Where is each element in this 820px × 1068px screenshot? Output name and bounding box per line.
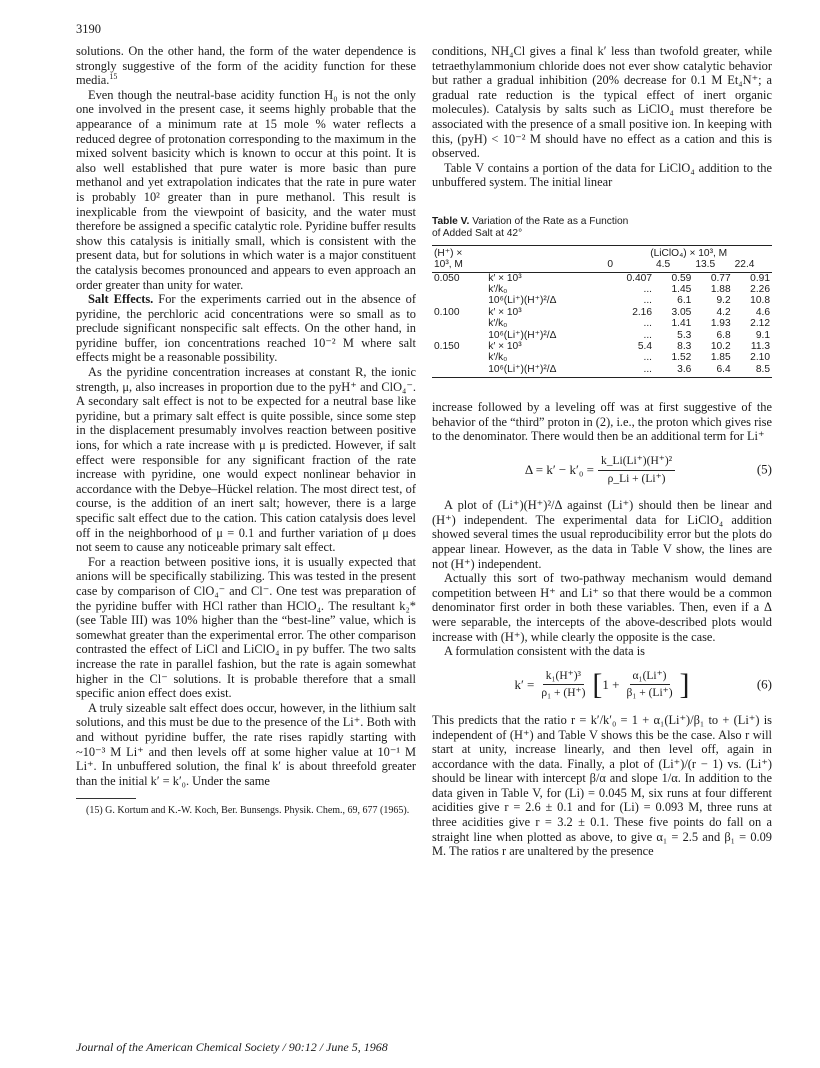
cell-value: 1.88 bbox=[710, 283, 731, 295]
table-row bbox=[432, 272, 772, 284]
cell-value: ... bbox=[643, 318, 653, 330]
cell-value: ... bbox=[643, 283, 653, 295]
table-v bbox=[432, 216, 772, 378]
equation-number: (5) bbox=[756, 461, 772, 477]
fraction-numerator: α₁(Li⁺) bbox=[630, 669, 670, 686]
table-row bbox=[432, 307, 772, 318]
fraction-denominator: β₁ + (Li⁺) bbox=[626, 687, 673, 700]
cell-value: 6.4 bbox=[693, 364, 732, 378]
cell-value: 2.26 bbox=[750, 283, 770, 295]
paragraph bbox=[76, 292, 416, 365]
column-header-quantity bbox=[486, 259, 605, 272]
cell-value: 2.12 bbox=[750, 318, 770, 330]
fraction-denominator: ρ₁ + (H⁺) bbox=[541, 687, 586, 700]
cell-h-concentration bbox=[432, 352, 486, 363]
paragraph: For a reaction between positive ions, it is usually expected that anions will be specifically stabilizing. This was tested in the present case by comparison of ClO₄⁻ and Cl⁻. One test was preparation of the pyridine buffer with HCl rather than HClO₄. The resultant k₂* (see Table III) was 10% higher than the “best-line” value, which is somewhat greater than the experimental error. The other comparison contrasted the effect of LiCl and LiClO₄ in py buffer. The two salts increase the rate in parallel fashion, but the rate is again somewhat higher in the Cl⁻ solutions. It is probable therefore that a small specific anion effect does exist. bbox=[76, 554, 416, 701]
equation-fraction bbox=[624, 669, 676, 701]
section-heading: Salt Effects. bbox=[88, 292, 154, 307]
cell-value: 1.52 bbox=[671, 352, 692, 364]
cell-value: 3.05 bbox=[671, 306, 692, 318]
cell-value: 8.3 bbox=[677, 341, 692, 352]
right-bracket: ] bbox=[679, 667, 690, 701]
cell-value: 9.1 bbox=[755, 329, 770, 341]
equation-fraction bbox=[598, 454, 675, 486]
data-table bbox=[432, 245, 772, 378]
cell-value: 0.77 bbox=[710, 272, 731, 284]
footnote-divider bbox=[76, 798, 136, 799]
journal-footer: Journal of the American Chemical Society / 90:12 / June 5, 1968 bbox=[76, 1040, 388, 1054]
cell-quantity: k′ × 10³ bbox=[488, 272, 522, 284]
cell-quantity: 10⁶(Li⁺)(H⁺)²/Δ bbox=[488, 295, 557, 307]
cell-value: 4.6 bbox=[755, 306, 770, 318]
cell-quantity: k′ × 10³ bbox=[488, 341, 522, 352]
equation-5 bbox=[432, 454, 772, 486]
cell-value: 1.93 bbox=[710, 318, 731, 330]
cell-value: 1.45 bbox=[671, 283, 692, 295]
cell-h-concentration bbox=[432, 318, 486, 329]
table-row bbox=[432, 341, 772, 352]
footnote: (15) G. Kortum and K.-W. Koch, Ber. Bunsengs. Physik. Chem., 69, 677 (1965). bbox=[86, 805, 410, 817]
paragraph: increase followed by a leveling off was at first suggestive of the behavior of the “third” proton in (2), i.e., the proton which gives rise to the denominator. There would then be an additional term for Li⁺ bbox=[432, 400, 772, 444]
cell-h-concentration bbox=[432, 284, 486, 295]
cell-h-concentration bbox=[432, 295, 486, 306]
paragraph: Actually this sort of two-pathway mechanism would demand competition between H⁺ and Li⁺ so that there would be a common denominator first order in both these variables. Then, even if a Δ were separable, the intercepts of the above-described plots would increase with (H⁺), while clearly the opposite is the case. bbox=[432, 571, 772, 644]
table-row bbox=[432, 364, 772, 378]
table-row bbox=[432, 318, 772, 329]
cell-value: 1.41 bbox=[671, 318, 692, 330]
paragraph-text: solutions. On the other hand, the form of the water dependence is strongly suggestive of the form of the acidity function for these media. bbox=[76, 44, 416, 88]
equation-number: (6) bbox=[756, 676, 772, 692]
cell-h-concentration: 0.150 bbox=[434, 341, 460, 352]
fraction-numerator: k_Li(Li⁺)(H⁺)² bbox=[598, 454, 675, 471]
right-column bbox=[432, 44, 772, 859]
table-caption bbox=[432, 216, 772, 241]
cell-quantity: k′/k₀ bbox=[488, 283, 508, 295]
column-header-h-units: 10³, M bbox=[432, 259, 486, 272]
cell-value: 9.2 bbox=[716, 295, 731, 307]
cell-value: ... bbox=[643, 329, 653, 341]
left-bracket: [ bbox=[592, 667, 603, 701]
cell-quantity: k′/k₀ bbox=[488, 352, 508, 364]
cell-value: 6.1 bbox=[677, 295, 692, 307]
cell-value: ... bbox=[643, 295, 653, 307]
paragraph bbox=[76, 44, 416, 88]
fraction-numerator: k₁(H⁺)³ bbox=[543, 669, 584, 686]
column-header-quantity bbox=[486, 245, 605, 259]
paragraph: A plot of (Li⁺)(H⁺)²/Δ against (Li⁺) should then be linear and (H⁺) independent. The experimental data for LiClO₄ addition showed several times the usual reproducibility error but the plots do appear linear. However, as the data in Table V show, the lines are not (H⁺) independent. bbox=[432, 498, 772, 571]
equation-fraction bbox=[538, 669, 588, 701]
cell-value: 10.8 bbox=[750, 295, 770, 307]
equation-lhs: k′ = bbox=[514, 676, 535, 692]
paragraph: As the pyridine concentration increases at constant R, the ionic strength, μ, also increases in proportion due to the pyH⁺ and ClO₄⁻. A secondary salt effect is not to be expected for a neutral base like pyridine, but a primary salt effect is quite possible, since some step in the displacement presumably involves reaction between positive ions, for which a rate increase with μ is predicted. However, if salt effect were responsible for any significant fraction of the rate increase with pyridine, one would expect nonlinear behavior in accordance with the Debye–Hückel relation. The most direct test, of course, is the addition of an inert salt; however, there is a large specific salt effect due to the cation. This cation catalysis does level off in the neighborhood of μ = 0.1 and further variation of μ does not seem to cause any noticeable primary salt effect. bbox=[76, 365, 416, 555]
paragraph: A truly sizeable salt effect does occur, however, in the lithium salt solutions, and this must be due to the presence of the Li⁺. Both with and without pyridine buffer, the rate rises rapidly starting with ~10⁻³ M Li⁺ and then levels off at some higher value at 10⁻¹ M Li⁺. In unbuffered solution, the final k′ is about threefold greater than the initial k′ = k′₀. Under the same bbox=[76, 700, 416, 788]
left-column bbox=[76, 44, 416, 817]
cell-h-concentration bbox=[432, 330, 486, 341]
cell-quantity: k′/k₀ bbox=[488, 318, 508, 330]
table-caption-text: Variation of the Rate as a Function bbox=[472, 215, 629, 227]
cell-value: 10.2 bbox=[710, 341, 731, 352]
cell-value: ... bbox=[643, 352, 653, 364]
cell-value: 2.10 bbox=[750, 352, 770, 364]
table-caption-label: Table V. bbox=[432, 215, 470, 227]
cell-value: 5.3 bbox=[677, 329, 692, 341]
column-header: 22.4 bbox=[733, 259, 772, 272]
column-header-h: (H⁺) × bbox=[432, 245, 486, 259]
equation-6 bbox=[432, 669, 772, 701]
cell-value: 11.3 bbox=[750, 341, 770, 352]
column-header: 0 bbox=[605, 259, 654, 272]
table-row bbox=[432, 330, 772, 341]
cell-value: 1.85 bbox=[710, 352, 731, 364]
paragraph: A formulation consistent with the data is bbox=[444, 644, 645, 659]
column-header: 4.5 bbox=[654, 259, 693, 272]
fraction-denominator: ρ_Li + (Li⁺) bbox=[607, 472, 666, 485]
cell-h-concentration bbox=[432, 364, 486, 378]
page-number: 3190 bbox=[76, 22, 101, 36]
reference-marker: 15 bbox=[109, 72, 118, 82]
table-row bbox=[432, 295, 772, 306]
cell-h-concentration: 0.100 bbox=[434, 306, 460, 318]
table-caption-text: of Added Salt at 42° bbox=[432, 228, 523, 240]
equation-term: 1 + bbox=[602, 676, 620, 692]
cell-value: 8.5 bbox=[733, 364, 772, 378]
column-group-header: (LiClO₄) × 10³, M bbox=[605, 245, 772, 259]
column-header: 13.5 bbox=[693, 259, 732, 272]
paragraph: Table V contains a portion of the data for LiClO₄ addition to the unbuffered system. The initial linear bbox=[432, 160, 772, 190]
equation-lhs: Δ = k′ − k′₀ = bbox=[524, 461, 594, 477]
table-row bbox=[432, 352, 772, 363]
cell-value: 3.6 bbox=[654, 364, 693, 378]
paragraph-text: For the experiments carried out in the absence of pyridine, the perchloric acid concentrations were so small as to preclude significant nonspecific salt effects. On the other hand, in pyridine buffer, ion concentrations reached 10⁻² M where salt effects might be a reasonable possibility. bbox=[76, 292, 416, 365]
cell-quantity: 10⁶(Li⁺)(H⁺)²/Δ bbox=[486, 364, 605, 378]
cell-value: 2.16 bbox=[632, 306, 653, 318]
table-row bbox=[432, 284, 772, 295]
table-body bbox=[432, 272, 772, 378]
cell-value: 5.4 bbox=[637, 341, 653, 352]
cell-h-concentration: 0.050 bbox=[434, 272, 460, 284]
cell-value: 0.59 bbox=[671, 272, 692, 284]
cell-quantity: k′ × 10³ bbox=[488, 306, 522, 318]
cell-value: 6.8 bbox=[716, 329, 731, 341]
cell-quantity: 10⁶(Li⁺)(H⁺)²/Δ bbox=[488, 329, 557, 341]
paragraph: conditions, NH₄Cl gives a final k′ less than twofold greater, while tetraethylammonium chloride does not ever show catalytic behavior but rather a gradual inhibition (20% decrease for 0.1 M Et₄N⁺; a gradual rate reduction is the typical effect of inert organic molecules). Catalysis by salts such as LiClO₄ must therefore be associated with the presence of a small positive ion. In keeping with this, (pyH) < 10⁻² M should have no effect as a cation and this is observed. bbox=[432, 44, 772, 161]
paragraph: Even though the neutral-base acidity function H₀ is not the only one involved in the present case, it seems highly probable that the appearance of a minimum rate at 15 mole % water reflects a reduced degree of protonation corresponding to the maximum in the mixed solvent basicity which is known to occur at this point. It is also well established that pure water is more basic than pure methanol and yet extrapolation indicates that the rate in pure water is probably 10² greater than in pure methanol. This result is inexplicable from the viewpoint of basicity, and the water must therefore be assigned a specific catalytic role. Pyridine buffer results show this catalysis is initially small, which is consistent with the present data, but for solutions in which water is a major constituent the catalysis becomes pronounced and appears to even approach an order greater than unity for water. bbox=[76, 87, 416, 292]
cell-value: 0.91 bbox=[750, 272, 770, 284]
cell-value: 0.407 bbox=[626, 272, 653, 284]
cell-value: ... bbox=[605, 364, 654, 378]
paragraph: This predicts that the ratio r = k′/k′₀ = 1 + α₁(Li⁺)/β₁ to + (Li⁺) is independent of (H⁺) and Table V shows this be the case. Also r will start at unity, increase linearly, and then level off, again in accordance with the data. Finally, a plot of (Li⁺)/(r − 1) vs. (Li⁺) should be linear with intercept β/α and slope 1/α. In addition to the data given in Table V, for (Li) = 0.045 M, six runs at four different acidities give r = 2.6 ± 0.1 and for (Li) = 0.093 M, three runs at three acidities give r = 3.2 ± 0.1. These five points do fall on a straight line when plotted as above, to give α₁ = 2.5 and β₁ = 0.09 M. The ratios r are unaltered by the presence bbox=[432, 712, 772, 859]
cell-value: 4.2 bbox=[716, 306, 731, 318]
